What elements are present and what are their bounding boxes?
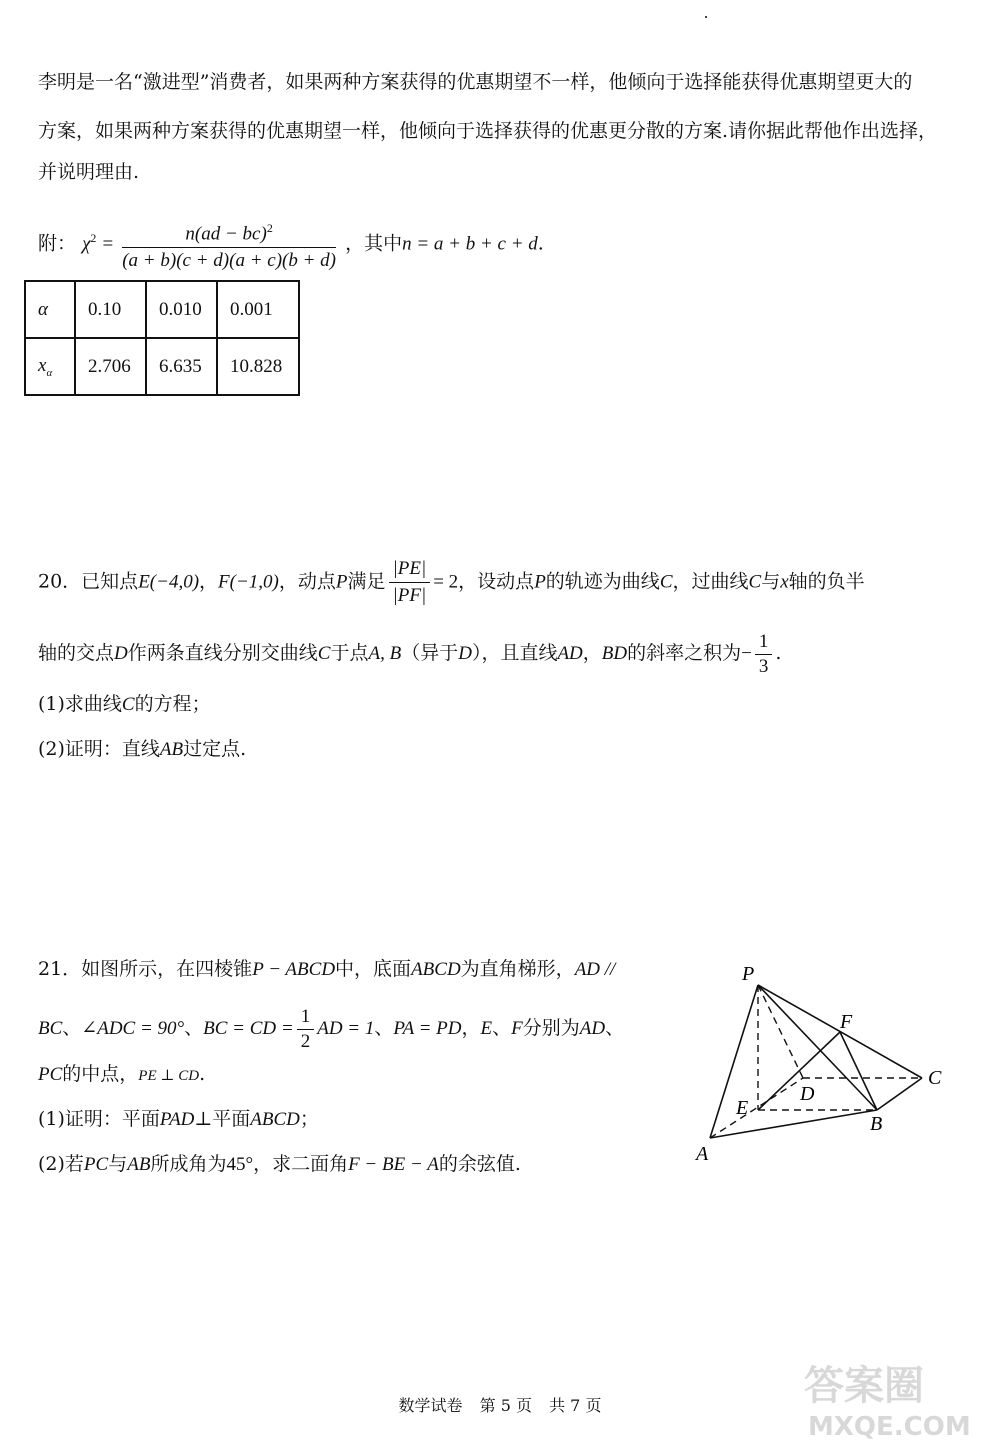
q21-text: 中，底面 — [335, 958, 412, 980]
q21-part-text: 的余弦值. — [438, 1153, 521, 1175]
line-AB: AB — [159, 739, 184, 760]
table-cell: 0.010 — [146, 281, 217, 338]
q20-text: ， — [582, 642, 602, 664]
angle-45: 45° — [226, 1154, 254, 1175]
label-P: P — [742, 963, 755, 985]
table-cell: 0.001 — [217, 281, 299, 338]
table-cell: 10.828 — [217, 338, 299, 395]
label-F: F — [840, 1011, 853, 1033]
table-cell — [25, 338, 75, 395]
q20-text: 轴的负半 — [788, 570, 865, 593]
pyramid-name: P − ABCD — [252, 959, 336, 980]
half-fraction — [297, 1005, 315, 1054]
critical-value-table — [24, 280, 300, 396]
ad-equals-one: AD = 1 — [317, 1018, 375, 1039]
dihedral-angle: F − BE − A — [348, 1154, 439, 1175]
ratio-value: = 2 — [433, 571, 459, 593]
bc-cd-equal: BC = CD = — [203, 1018, 294, 1039]
watermark-logo — [796, 1353, 986, 1443]
equals-sign: = — [102, 233, 114, 255]
q20-text: （异于 — [401, 642, 459, 664]
q19-line-1: 李明是一名“激进型”消费者，如果两种方案获得的优惠期望不一样，他倾向于选择能获得优惠期望更大的 — [38, 71, 913, 93]
appendix-formula — [38, 212, 544, 274]
where-text: ，其中 — [345, 232, 403, 255]
chi-exponent: 2 — [90, 231, 97, 245]
points-AB: A, B — [368, 643, 402, 664]
q20-text: 的轨迹为曲线 — [545, 570, 660, 593]
q21-part-2 — [38, 1150, 521, 1179]
pe-perp-cd: PE ⊥ CD — [138, 1068, 200, 1084]
q20-part-text: 的方程； — [134, 693, 211, 715]
q19-line-3: 并说明理由. — [38, 161, 140, 183]
footer-page: 第 5 页 — [479, 1396, 532, 1415]
footer-subject: 数学试卷 — [398, 1396, 463, 1415]
q21-part-text: (2)若 — [38, 1153, 84, 1175]
ratio-denominator: |PF| — [392, 585, 427, 606]
table-row — [25, 338, 299, 395]
ratio-fraction — [389, 556, 431, 609]
q19-line-2: 方案，如果两种方案获得的优惠期望一样，他倾向于选择获得的优惠更分散的方案.请你据此帮他作出选择， — [38, 120, 938, 142]
q20-text: ，过曲线 — [672, 570, 749, 593]
q21-text: ， — [461, 1017, 481, 1039]
q21-part-text: ； — [299, 1108, 319, 1130]
q20-part-text: (2)证明：直线 — [38, 738, 160, 760]
q21-line-2 — [38, 1003, 624, 1054]
segment-AD: AD — [579, 1018, 606, 1039]
q20-line-2 — [38, 628, 781, 679]
q21-part-text: 所成角为 — [150, 1153, 227, 1175]
edge-AD — [710, 1078, 803, 1138]
ratio-numerator: |PE| — [389, 556, 431, 583]
q20-part-1 — [38, 690, 211, 719]
point-P: P — [335, 571, 348, 593]
q21-part-text: ，求二面角 — [253, 1153, 349, 1175]
table-cell: 0.10 — [75, 281, 146, 338]
chi-square-fraction — [122, 215, 336, 274]
q21-text: 、 — [492, 1017, 512, 1039]
appendix-period: . — [537, 232, 544, 255]
segment-BC: BC — [38, 1018, 63, 1039]
q20-text: 的斜率之积为 — [627, 642, 742, 664]
point-F: F(−1,0) — [218, 571, 279, 593]
q20-text: 与 — [761, 570, 781, 593]
negative-sign: − — [741, 643, 752, 664]
watermark-top: 答案圈 — [804, 1363, 924, 1409]
q20-text: ），且直线 — [471, 642, 558, 664]
q21-text: . — [199, 1063, 206, 1085]
half-denominator: 2 — [300, 1030, 311, 1052]
segment-AB: AB — [127, 1154, 151, 1175]
q20-text: 20．已知点 — [38, 570, 139, 593]
pa-equals-pd: PA = PD — [393, 1018, 462, 1039]
q21-part-text: 平面 — [212, 1108, 251, 1130]
q21-text: 、 — [374, 1017, 394, 1039]
q21-text: 、 — [605, 1017, 625, 1039]
footer-total: 共 7 页 — [549, 1396, 602, 1415]
curve-C: C — [317, 643, 331, 664]
edge-BC — [877, 1078, 922, 1110]
label-B: B — [870, 1113, 883, 1135]
chi-symbol: χ — [82, 233, 91, 255]
right-angle-ADC: ∠ADC = 90° — [81, 1018, 185, 1039]
plane-ABCD: ABCD — [250, 1109, 300, 1130]
slope-denominator: 3 — [758, 655, 769, 677]
segment-PC: PC — [38, 1064, 63, 1085]
label-A: A — [696, 1143, 709, 1165]
edge-PB — [758, 985, 877, 1110]
numerator-exponent: 2 — [266, 220, 273, 235]
q21-text: 的中点， — [62, 1063, 139, 1085]
point-E: E — [480, 1018, 493, 1039]
q20-text: 作两条直线分别交曲线 — [127, 642, 318, 664]
table-row — [25, 281, 299, 338]
q21-part-1 — [38, 1105, 319, 1134]
segment-PC: PC — [83, 1154, 109, 1175]
perp-symbol: ⊥ — [194, 1109, 213, 1130]
slope-product-fraction — [755, 630, 773, 679]
x-alpha-base: x — [38, 354, 47, 376]
point-D: D — [458, 643, 472, 664]
q21-text: 21．如图所示，在四棱锥 — [38, 958, 253, 980]
ad-parallel: AD // — [574, 959, 616, 980]
table-cell: 6.635 — [146, 338, 217, 395]
q21-text: 、 — [62, 1017, 82, 1039]
curve-C: C — [121, 694, 135, 715]
x-alpha-sub: α — [46, 366, 53, 379]
curve-C: C — [659, 571, 673, 593]
q20-part-text: (1)求曲线 — [38, 693, 122, 715]
curve-C: C — [748, 571, 762, 593]
point-D: D — [114, 643, 128, 664]
point-F: F — [511, 1018, 523, 1039]
q21-line-1 — [38, 955, 615, 984]
q20-text: 满足 — [347, 570, 386, 593]
appendix-prefix: 附： — [38, 232, 77, 255]
q20-text: . — [775, 642, 782, 664]
q21-part-text: (1)证明：平面 — [38, 1108, 160, 1130]
label-E: E — [736, 1097, 749, 1119]
scan-dot — [705, 16, 707, 18]
plane-PAD: PAD — [159, 1109, 195, 1130]
watermark-bottom: MXQE.COM — [808, 1412, 971, 1442]
chi-numerator — [122, 215, 336, 248]
q21-text: 、 — [184, 1017, 204, 1039]
q20-text: 轴的交点 — [38, 642, 115, 664]
q21-text: 为直角梯形， — [460, 958, 575, 980]
q20-part-2 — [38, 735, 246, 764]
q20-text: ，设动点 — [458, 570, 535, 593]
q20-text: 于点 — [330, 642, 369, 664]
slope-numerator: 1 — [755, 630, 773, 655]
half-numerator: 1 — [297, 1005, 315, 1030]
table-cell: 2.706 — [75, 338, 146, 395]
segment-FB — [840, 1032, 877, 1110]
point-P: P — [534, 571, 546, 593]
table-cell: α — [25, 281, 75, 338]
q20-text: ， — [199, 570, 219, 593]
point-E: E(−4,0) — [138, 571, 200, 593]
label-D: D — [800, 1083, 815, 1105]
numerator-text: n(ad − bc) — [185, 222, 267, 244]
q20-text: ，动点 — [278, 570, 336, 593]
pyramid-figure — [690, 960, 960, 1170]
edge-PD — [758, 985, 803, 1078]
q21-text: 分别为 — [522, 1017, 580, 1039]
q20-line-1 — [38, 556, 865, 609]
n-definition: n = a + b + c + d — [402, 233, 538, 255]
base-name: ABCD — [411, 959, 461, 980]
q20-part-text: 过定点. — [183, 738, 247, 760]
q21-line-3 — [38, 1060, 205, 1090]
label-C: C — [928, 1067, 942, 1089]
q21-part-text: 与 — [108, 1153, 128, 1175]
line-BD: BD — [601, 643, 628, 664]
edge-PA — [710, 985, 758, 1138]
line-AD: AD — [557, 643, 583, 664]
chi-denominator: (a + b)(c + d)(a + c)(b + d) — [122, 249, 337, 271]
x-axis-symbol: x — [780, 571, 789, 593]
